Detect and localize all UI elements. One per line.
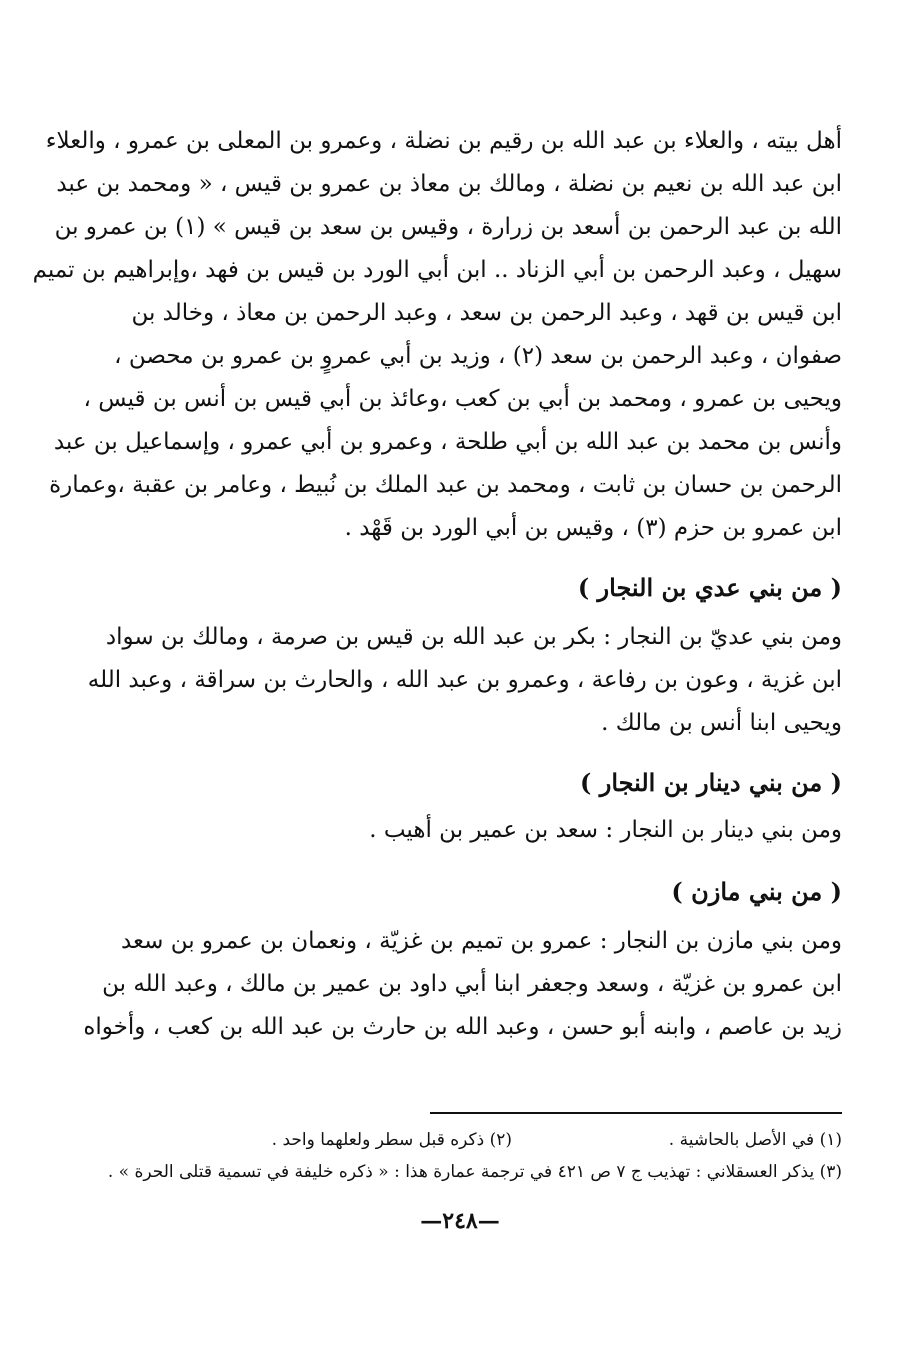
text-line: ابن عمرو بن حزم (٣) ، وقيس بن أبي الورد بن قَهْد .: [344, 515, 842, 541]
footnote-row: [80, 1124, 842, 1156]
text-line: ابن غزية ، وعون بن رفاعة ، وعمرو بن عبد الله ، والحارث بن سراقة ، وعبد الله: [87, 667, 842, 693]
section-heading-bani-mazin: ( من بني مازن ): [671, 877, 842, 906]
section-heading-bani-adi: ( من بني عدي بن النجار ): [577, 573, 842, 602]
section-heading-bani-dinar: ( من بني دينار بن النجار ): [580, 768, 842, 797]
footnotes: [80, 1124, 842, 1188]
intro-paragraph: [32, 120, 842, 550]
section-paragraph-bani-adi: [80, 616, 842, 745]
text-line: الرحمن بن حسان بن ثابت ، ومحمد بن عبد الملك بن نُبيط ، وعامر بن عقبة ،وعمارة: [49, 472, 842, 498]
page-body: [32, 120, 842, 1049]
footnote-row: [80, 1156, 842, 1188]
text-line: سهيل ، وعبد الرحمن بن أبي الزناد .. ابن أبي الورد بن قيس بن فهد ،وإبراهيم بن تميم: [32, 257, 842, 283]
text-line: أهل بيته ، والعلاء بن عبد الله بن رقيم بن نضلة ، وعمرو بن المعلى بن عمرو ، والعلاء: [45, 128, 842, 154]
text-line: الله بن عبد الرحمن بن أسعد بن زرارة ، وقيس بن سعد بن قيس » (١) بن عمرو بن: [54, 214, 842, 240]
text-line: ويحيى ابنا أنس بن مالك .: [601, 710, 842, 736]
page-number: —٢٤٨—: [420, 1208, 500, 1234]
text-line: ويحيى بن عمرو ، ومحمد بن أبي بن كعب ،وعائذ بن أبي قيس بن أنس بن قيس ،: [83, 386, 842, 412]
text-line: ابن عمرو بن غزيّة ، وسعد وجعفر ابنا أبي داود بن عمير بن مالك ، وعبد الله بن: [102, 971, 842, 997]
footnote-1: (١) في الأصل بالحاشية .: [668, 1130, 842, 1150]
text-line: ابن عبد الله بن نعيم بن نضلة ، ومالك بن معاذ بن عمرو بن قيس ، « ومحمد بن عبد: [56, 171, 842, 197]
footnote-3: (٣) يذكر العسقلاني : تهذيب ج ٧ ص ٤٢١ في ترجمة عمارة هذا : « ذكره خليفة في تسمية قتلى الحرة » .: [107, 1162, 842, 1182]
footnote-divider: [430, 1112, 842, 1114]
section-paragraph-bani-dinar: [80, 809, 842, 852]
section-paragraph-bani-mazin: [80, 920, 842, 1049]
text-line: وأنس بن محمد بن عبد الله بن أبي طلحة ، وعمرو بن أبي عمرو ، وإسماعيل بن عبد: [53, 429, 842, 455]
text-line: ومن بني دينار بن النجار : سعد بن عمير بن أهيب .: [369, 817, 842, 843]
footnote-2: (٢) ذكره قبل سطر ولعلهما واحد .: [271, 1130, 512, 1150]
text-line: صفوان ، وعبد الرحمن بن سعد (٢) ، وزيد بن أبي عمروٍ بن عمرو بن محصن ،: [114, 343, 842, 369]
text-line: ابن قيس بن قهد ، وعبد الرحمن بن سعد ، وعبد الرحمن بن معاذ ، وخالد بن: [131, 300, 842, 326]
text-line: زيد بن عاصم ، وابنه أبو حسن ، وعبد الله بن حارث بن عبد الله بن كعب ، وأخواه: [83, 1014, 842, 1040]
text-line: ومن بني عديّ بن النجار : بكر بن عبد الله بن قيس بن صرمة ، ومالك بن سواد: [105, 624, 842, 650]
text-line: ومن بني مازن بن النجار : عمرو بن تميم بن غزيّة ، ونعمان بن عمرو بن سعد: [120, 928, 842, 954]
